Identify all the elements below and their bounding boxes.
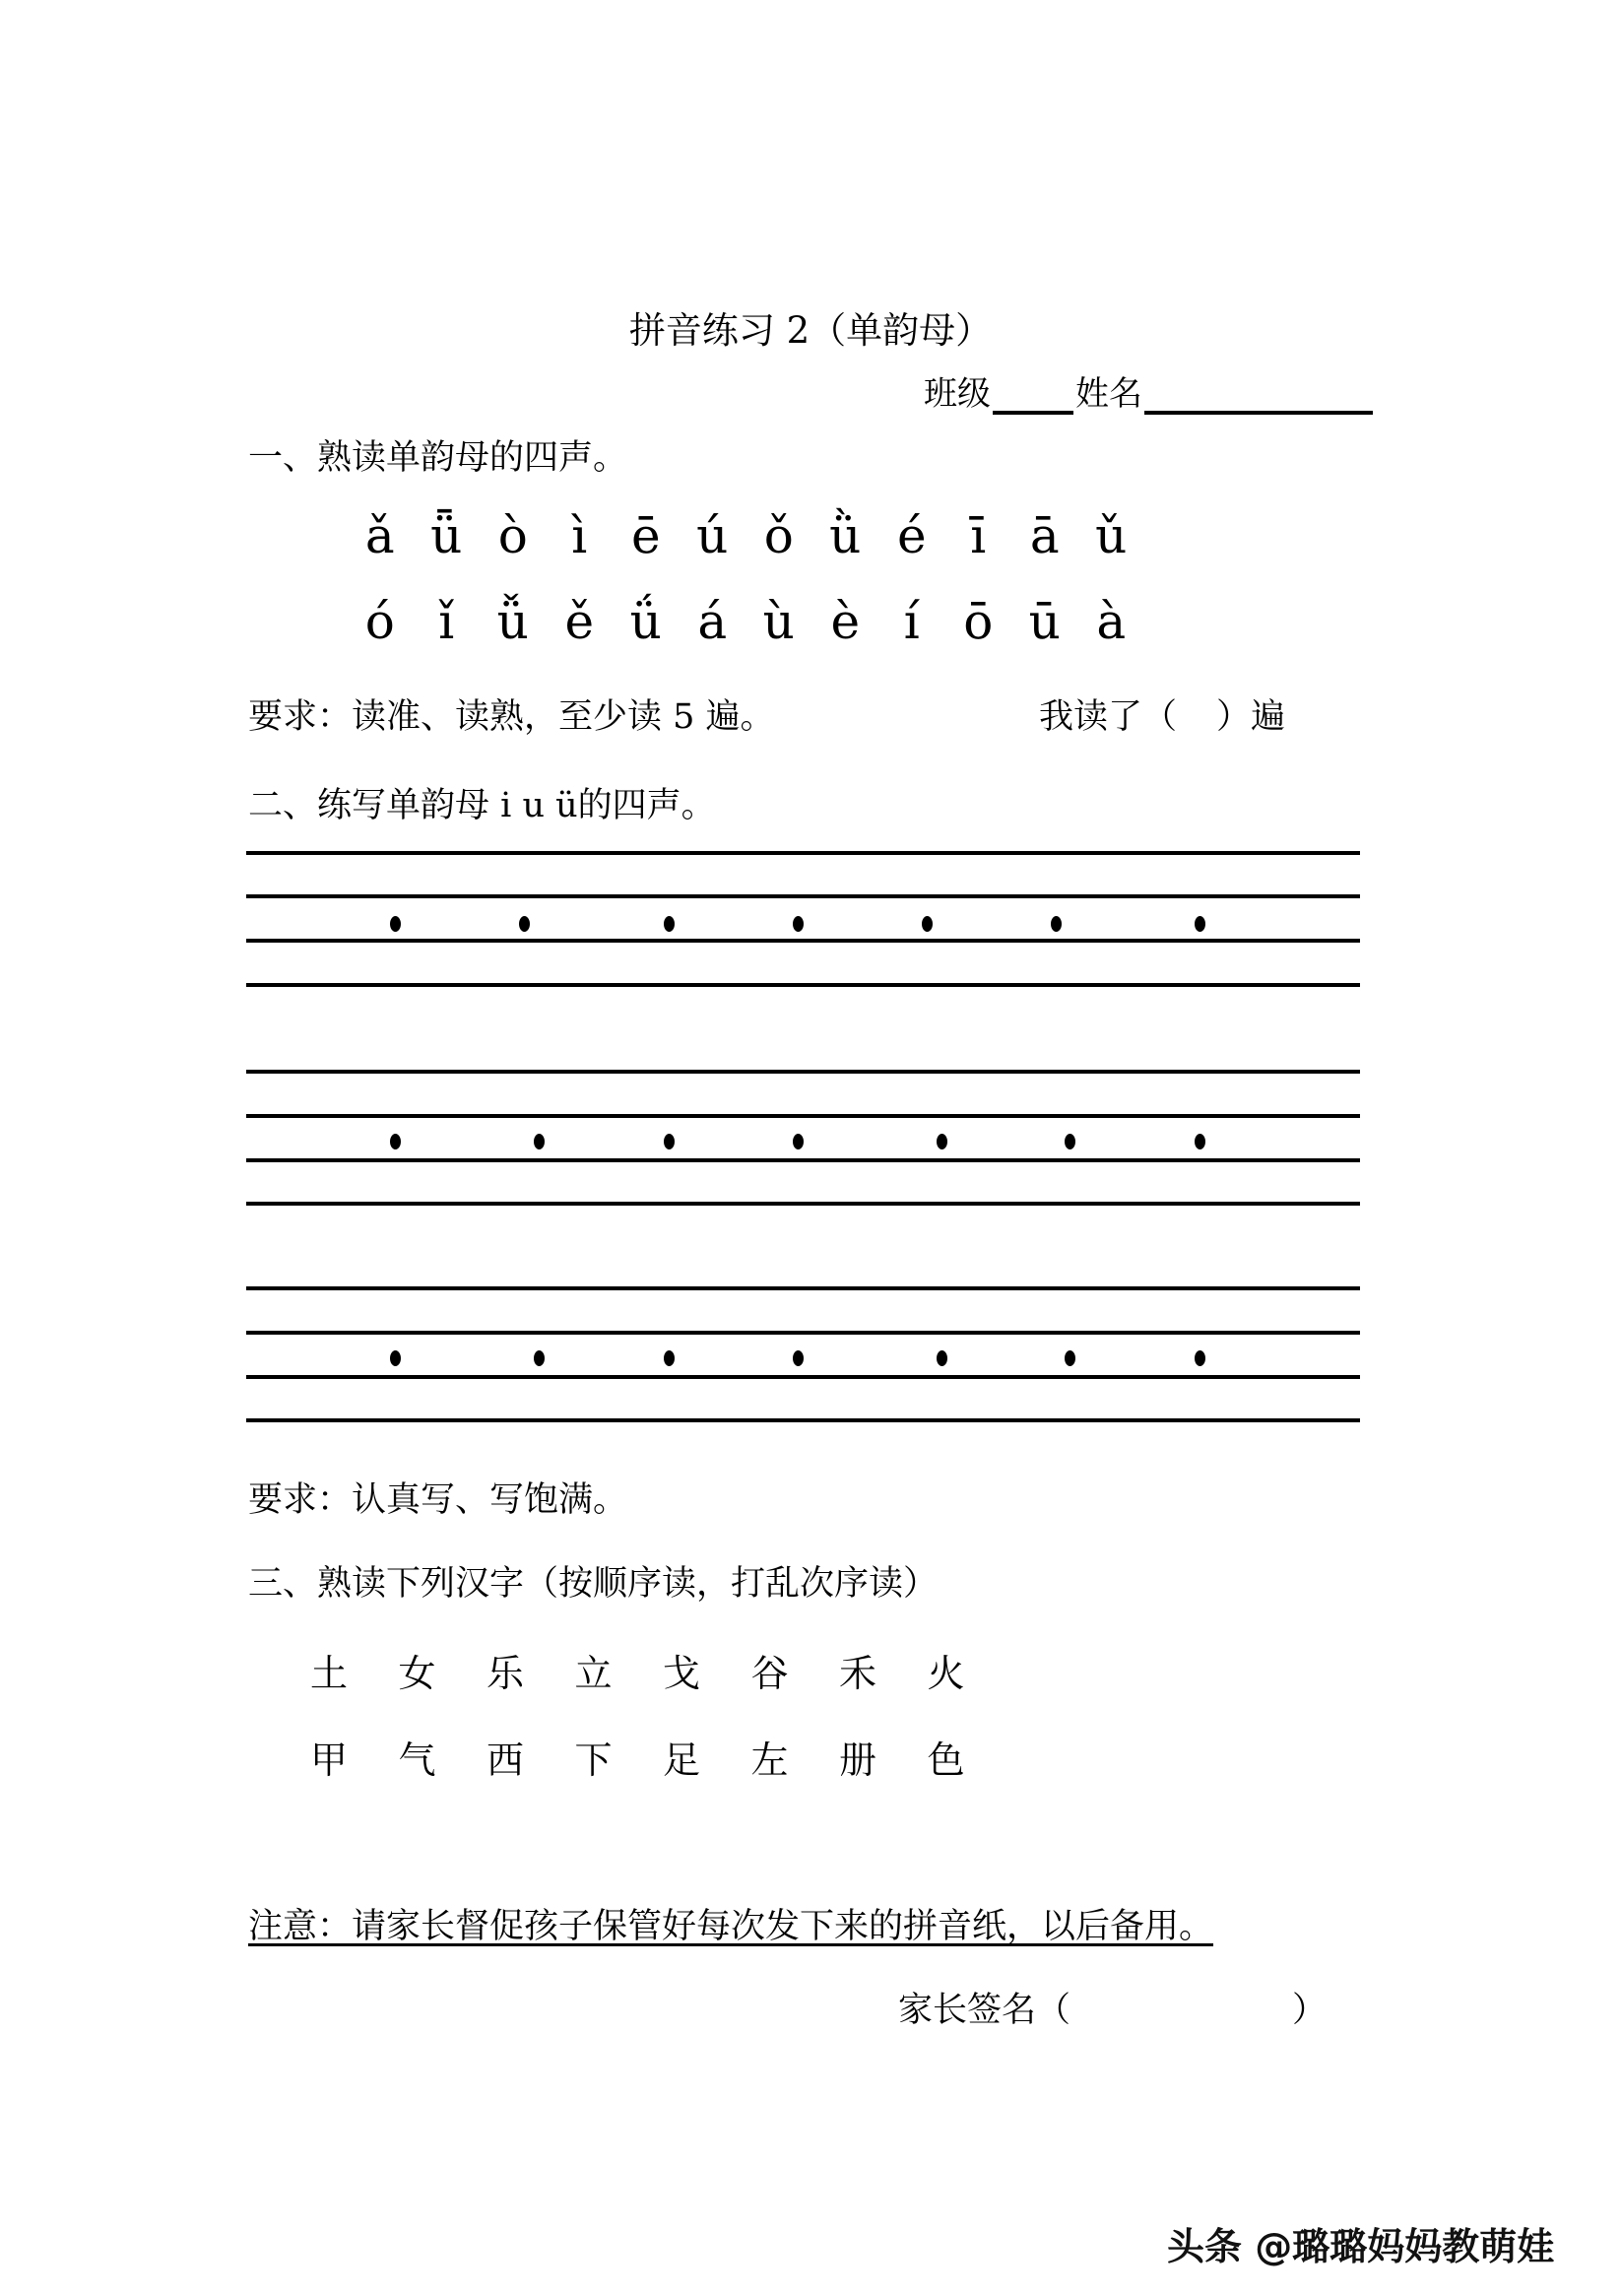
- hanzi-item: 女: [398, 1652, 436, 1695]
- hanzi-row-1: [310, 1643, 1015, 1697]
- class-blank[interactable]: [993, 381, 1073, 415]
- pinyin-item: ū: [1028, 593, 1061, 650]
- guide-dot: [664, 916, 675, 932]
- pinyin-item: ē: [630, 507, 661, 564]
- pinyin-item: ǔ: [1095, 507, 1128, 564]
- hanzi-item: 戈: [663, 1652, 701, 1695]
- guide-dot: [1065, 1350, 1075, 1366]
- pinyin-item: é: [896, 507, 927, 564]
- pinyin-item: ǜ: [829, 507, 862, 564]
- pinyin-item: ǚ: [496, 593, 529, 650]
- parent-signature-close: ）: [1292, 1991, 1328, 2030]
- pinyin-item: ā: [1029, 507, 1060, 564]
- staff-line: [246, 894, 1360, 898]
- staff-line: [246, 1158, 1360, 1162]
- guide-dot: [1195, 916, 1205, 932]
- guide-dot: [390, 1134, 401, 1149]
- hanzi-item: 下: [574, 1738, 613, 1782]
- hanzi-item: 乐: [486, 1652, 525, 1695]
- staff-line: [246, 939, 1360, 943]
- read-count-prefix: 我读了（: [1039, 697, 1178, 737]
- name-label: 姓名: [1075, 374, 1142, 414]
- section1-requirement: 要求：读准、读熟，至少读 5 遍。: [248, 697, 775, 737]
- pinyin-item: ō: [963, 593, 994, 650]
- hanzi-item: 谷: [750, 1652, 789, 1695]
- guide-dot: [937, 1134, 947, 1149]
- section2-requirement: 要求：认真写、写饱满。: [248, 1480, 628, 1520]
- hanzi-row-2: [310, 1730, 1015, 1784]
- guide-dot: [1195, 1350, 1205, 1366]
- pinyin-item: í: [903, 593, 920, 650]
- staff-line: [246, 1202, 1360, 1206]
- pinyin-row-1: [347, 507, 1144, 564]
- class-name-fields: [924, 366, 1375, 415]
- parent-signature-label: 家长签名（: [898, 1991, 1071, 2030]
- pinyin-item: ǒ: [763, 507, 794, 564]
- pinyin-item: ǎ: [364, 507, 395, 564]
- parent-notice: 注意：请家长督促孩子保管好每次发下来的拼音纸，以后备用。: [248, 1907, 1214, 1946]
- guide-dot: [1065, 1134, 1075, 1149]
- pinyin-item: ó: [364, 593, 395, 650]
- pinyin-item: ǖ: [430, 507, 463, 564]
- staff-line: [246, 1375, 1360, 1379]
- hanzi-item: 色: [927, 1738, 965, 1782]
- guide-dot: [390, 916, 401, 932]
- guide-dot: [793, 1134, 804, 1149]
- section2-heading: 二、练写单韵母 i u ü的四声。: [248, 786, 716, 825]
- pinyin-item: ì: [571, 507, 588, 564]
- pinyin-item: ě: [564, 593, 595, 650]
- guide-dot: [793, 916, 804, 932]
- section1-heading: 一、熟读单韵母的四声。: [248, 438, 628, 478]
- pinyin-item: ī: [970, 507, 987, 564]
- page-title: 拼音练习 2（单韵母）: [628, 309, 993, 352]
- parent-signature-field: [898, 1983, 1327, 2032]
- guide-dot: [793, 1350, 804, 1366]
- hanzi-item: 西: [486, 1738, 525, 1782]
- hanzi-item: 左: [750, 1738, 789, 1782]
- guide-dot: [664, 1350, 675, 1366]
- hanzi-item: 足: [663, 1738, 701, 1782]
- section3-heading: 三、熟读下列汉字（按顺序读，打乱次序读）: [248, 1564, 939, 1604]
- guide-dot: [534, 1350, 545, 1366]
- pinyin-item: á: [697, 593, 728, 650]
- guide-dot: [664, 1134, 675, 1149]
- hanzi-item: 立: [574, 1652, 613, 1695]
- pinyin-item: è: [830, 593, 861, 650]
- hanzi-item: 禾: [839, 1652, 877, 1695]
- hanzi-item: 气: [398, 1738, 436, 1782]
- hanzi-item: 册: [839, 1738, 877, 1782]
- staff-line: [246, 983, 1360, 987]
- guide-dot: [922, 916, 933, 932]
- guide-dot: [534, 1134, 545, 1149]
- staff-line: [246, 1331, 1360, 1335]
- pinyin-item: ǘ: [629, 593, 662, 650]
- pinyin-item: ù: [762, 593, 795, 650]
- staff-line: [246, 851, 1360, 855]
- read-count-suffix: ）遍: [1216, 697, 1286, 737]
- guide-dot: [1051, 916, 1062, 932]
- pinyin-item: ú: [696, 507, 729, 564]
- hanzi-item: 土: [310, 1652, 349, 1695]
- staff-line: [246, 1070, 1360, 1074]
- watermark: 头条 @璐璐妈妈教萌娃: [1167, 2225, 1555, 2268]
- staff-line: [246, 1114, 1360, 1118]
- guide-dot: [1195, 1134, 1205, 1149]
- pinyin-row-2: [347, 593, 1144, 650]
- hanzi-item: 火: [927, 1652, 965, 1695]
- hanzi-item: 甲: [310, 1738, 349, 1782]
- pinyin-item: ò: [497, 507, 528, 564]
- name-blank[interactable]: [1144, 381, 1373, 415]
- guide-dot: [519, 916, 530, 932]
- guide-dot: [390, 1350, 401, 1366]
- guide-dot: [937, 1350, 947, 1366]
- staff-line: [246, 1286, 1360, 1290]
- staff-line: [246, 1418, 1360, 1422]
- pinyin-item: ǐ: [438, 593, 455, 650]
- class-label: 班级: [924, 374, 991, 414]
- pinyin-item: à: [1096, 593, 1127, 650]
- read-count-field: [1039, 689, 1285, 739]
